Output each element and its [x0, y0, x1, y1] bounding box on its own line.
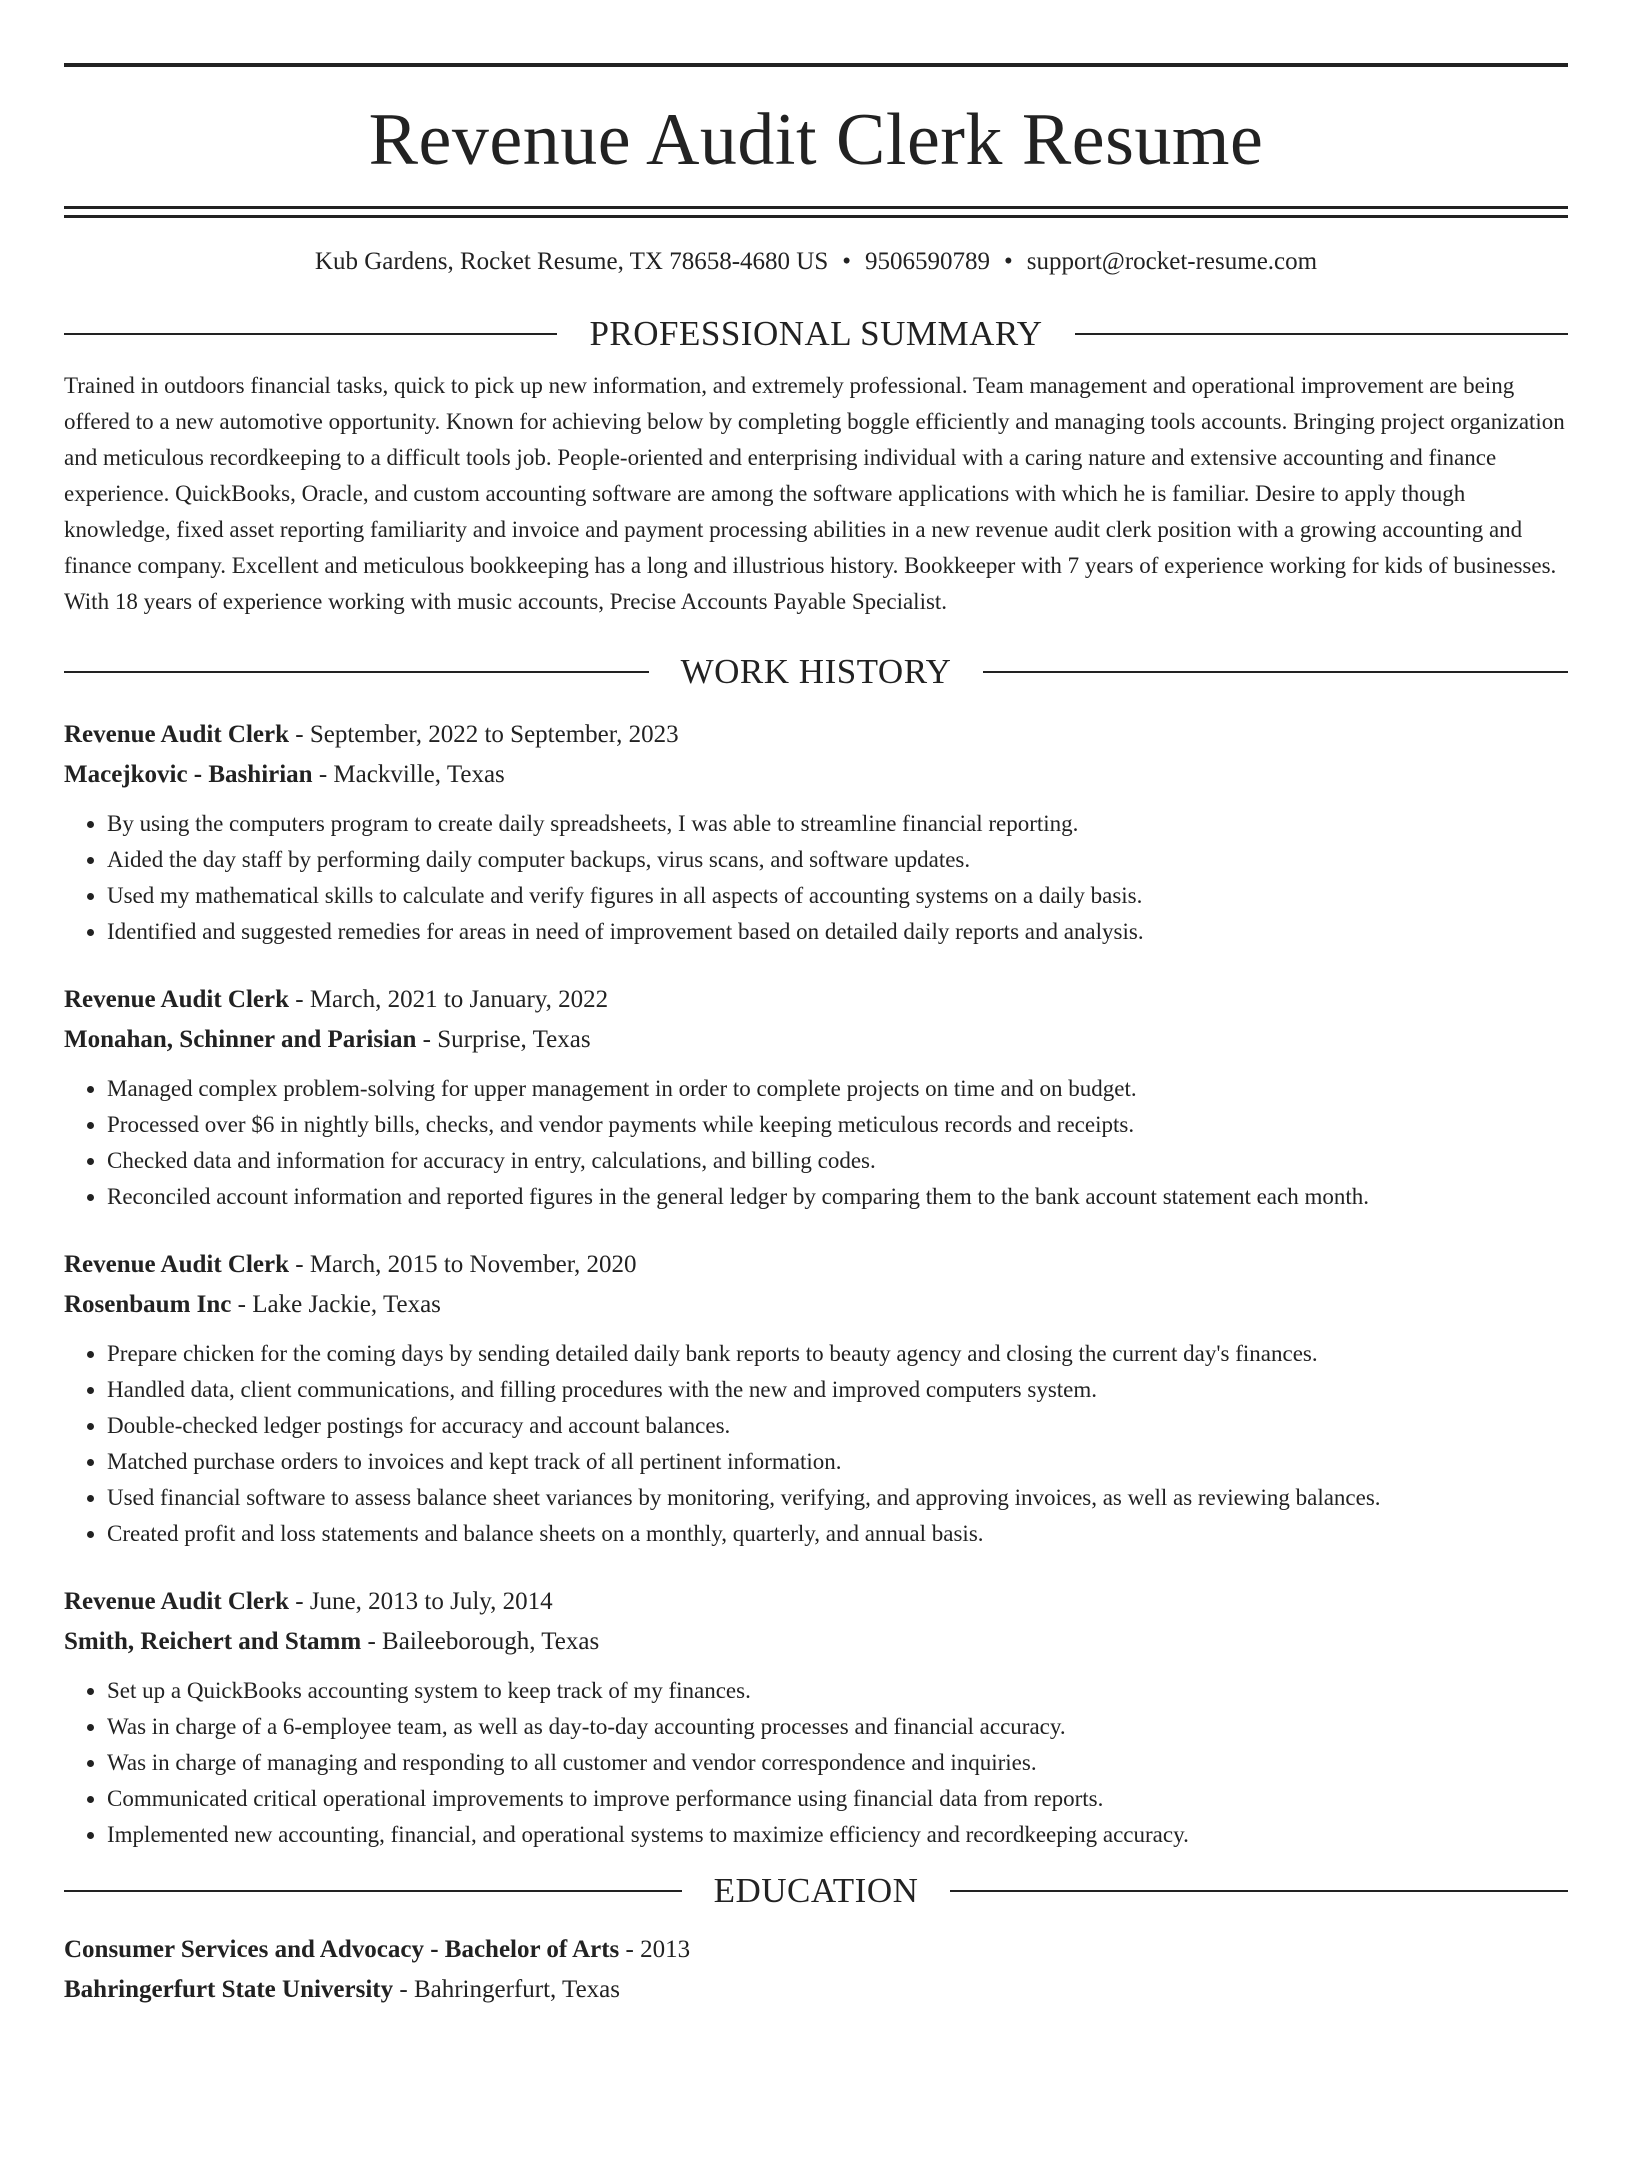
heading-rule-left: [64, 333, 557, 335]
work-history-list: [64, 715, 1568, 1853]
job-title-line: [64, 1582, 1568, 1622]
heading-rule-left: [64, 671, 649, 673]
job-location: - Baileeborough, Texas: [361, 1628, 600, 1655]
contact-email: support@rocket-resume.com: [1026, 248, 1318, 275]
education-degree-line: [64, 1930, 1568, 1970]
job-bullet-list: [64, 1673, 1568, 1853]
resume-page: [64, 63, 1568, 2010]
job-dates: - March, 2021 to January, 2022: [289, 986, 609, 1013]
job-bullet: • Handled data, client communications, and filling procedures with the new and improved computers system.: [107, 1372, 1568, 1408]
job-entry: [64, 980, 1568, 1215]
job-bullet-list: [64, 1336, 1568, 1552]
job-company: Macejkovic - Bashirian: [64, 761, 313, 788]
job-title: Revenue Audit Clerk: [64, 986, 289, 1013]
job-company: Monahan, Schinner and Parisian: [64, 1026, 417, 1053]
job-bullet: • Implemented new accounting, financial, and operational systems to maximize efficiency and recordkeeping accuracy.: [107, 1817, 1568, 1853]
job-dates: - March, 2015 to November, 2020: [289, 1251, 637, 1278]
job-bullet: • Communicated critical operational improvements to improve performance using financial data from reports.: [107, 1781, 1568, 1817]
heading-rule-left: [64, 1890, 682, 1892]
heading-rule-right: [1075, 333, 1568, 335]
job-company-line: [64, 1622, 1568, 1662]
heading-rule-right: [983, 671, 1568, 673]
contact-line: [64, 249, 1568, 274]
job-bullet-list: [64, 806, 1568, 950]
section-title: EDUCATION: [713, 1871, 919, 1910]
job-title: Revenue Audit Clerk: [64, 1251, 289, 1278]
job-dates: - June, 2013 to July, 2014: [289, 1588, 553, 1615]
section-title: WORK HISTORY: [680, 652, 952, 691]
education-school: Bahringerfurt State University: [64, 1976, 394, 2003]
job-title: Revenue Audit Clerk: [64, 1588, 289, 1615]
job-entry: [64, 1245, 1568, 1552]
job-title-line: [64, 1245, 1568, 1285]
section-heading-education: [64, 1873, 1568, 1908]
job-bullet: • Set up a QuickBooks accounting system to keep track of my finances.: [107, 1673, 1568, 1709]
job-bullet: • Identified and suggested remedies for areas in need of improvement based on detailed daily reports and analysis.: [107, 914, 1568, 950]
section-heading-summary: [64, 316, 1568, 351]
job-bullet: • Used financial software to assess balance sheet variances by monitoring, verifying, and approving invoices, as well as reviewing balances.: [107, 1480, 1568, 1516]
job-bullet: • Double-checked ledger postings for accuracy and account balances.: [107, 1408, 1568, 1444]
job-bullet: • By using the computers program to create daily spreadsheets, I was able to streamline financial reporting.: [107, 806, 1568, 842]
job-bullet: • Processed over $6 in nightly bills, checks, and vendor payments while keeping meticulous records and receipts.: [107, 1107, 1568, 1143]
job-bullet: • Was in charge of a 6-employee team, as well as day-to-day accounting processes and financial accuracy.: [107, 1709, 1568, 1745]
contact-separator: •: [842, 248, 852, 275]
contact-phone: 9506590789: [865, 248, 991, 275]
job-bullet: • Reconciled account information and reported figures in the general ledger by comparing them to the bank account statement each month.: [107, 1179, 1568, 1215]
job-bullet: • Managed complex problem-solving for upper management in order to complete projects on time and on budget.: [107, 1071, 1568, 1107]
title-double-rule: [64, 206, 1568, 218]
resume-title: Revenue Audit Clerk Resume: [368, 99, 1264, 181]
job-location: - Mackville, Texas: [312, 761, 505, 788]
section-heading-work: [64, 654, 1568, 689]
job-dates: - September, 2022 to September, 2023: [289, 721, 679, 748]
job-bullet: • Aided the day staff by performing daily computer backups, virus scans, and software updates.: [107, 842, 1568, 878]
job-bullet-list: [64, 1071, 1568, 1215]
job-entry: [64, 1582, 1568, 1853]
job-company: Smith, Reichert and Stamm: [64, 1628, 362, 1655]
job-company-line: [64, 1020, 1568, 1060]
heading-rule-right: [950, 1890, 1568, 1892]
job-title-line: [64, 980, 1568, 1020]
job-bullet: • Created profit and loss statements and balance sheets on a monthly, quarterly, and annual basis.: [107, 1516, 1568, 1552]
contact-address: Kub Gardens, Rocket Resume, TX 78658-4680 US: [314, 248, 829, 275]
job-location: - Surprise, Texas: [416, 1026, 591, 1053]
section-title: PROFESSIONAL SUMMARY: [589, 314, 1043, 353]
job-title: Revenue Audit Clerk: [64, 721, 289, 748]
job-bullet: • Checked data and information for accuracy in entry, calculations, and billing codes.: [107, 1143, 1568, 1179]
job-bullet: • Was in charge of managing and responding to all customer and vendor correspondence and inquiries.: [107, 1745, 1568, 1781]
job-bullet: • Used my mathematical skills to calculate and verify figures in all aspects of accounting systems on a daily basis.: [107, 878, 1568, 914]
job-company: Rosenbaum Inc: [64, 1291, 232, 1318]
education-school-line: [64, 1970, 1568, 2010]
contact-separator: •: [1004, 248, 1013, 275]
job-company-line: [64, 755, 1568, 795]
education-year: - 2013: [619, 1936, 691, 1963]
education-location: - Bahringerfurt, Texas: [393, 1976, 621, 2003]
professional-summary-text: Trained in outdoors financial tasks, quick to pick up new information, and extremely professional. Team management and operational improvement are being offered to a new automotive opportunity. Known for achieving below by completing boggle efficiently and managing tools accounts. Bringing project organization and meticulous recordkeeping to a difficult tools job. People-oriented and enterprising individual with a caring nature and extensive accounting and finance experience. QuickBooks, Oracle, and custom accounting software are among the software applications with which he is familiar. Desire to apply though knowledge, fixed asset reporting familiarity and invoice and payment processing abilities in a new revenue audit clerk position with a growing accounting and finance company. Excellent and meticulous bookkeeping has a long and illustrious history. Bookkeeper with 7 years of experience working for kids of businesses. With 18 years of experience working with music accounts, Precise Accounts Payable Specialist.: [64, 373, 1565, 614]
job-company-line: [64, 1285, 1568, 1325]
job-entry: [64, 715, 1568, 950]
education-degree: Consumer Services and Advocacy - Bachelor of Arts: [64, 1936, 620, 1963]
top-rule: [64, 63, 1568, 67]
job-bullet: • Matched purchase orders to invoices and kept track of all pertinent information.: [107, 1444, 1568, 1480]
job-bullet: • Prepare chicken for the coming days by sending detailed daily bank reports to beauty agency and closing the current day's finances.: [107, 1336, 1568, 1372]
job-title-line: [64, 715, 1568, 755]
job-location: - Lake Jackie, Texas: [231, 1291, 441, 1318]
